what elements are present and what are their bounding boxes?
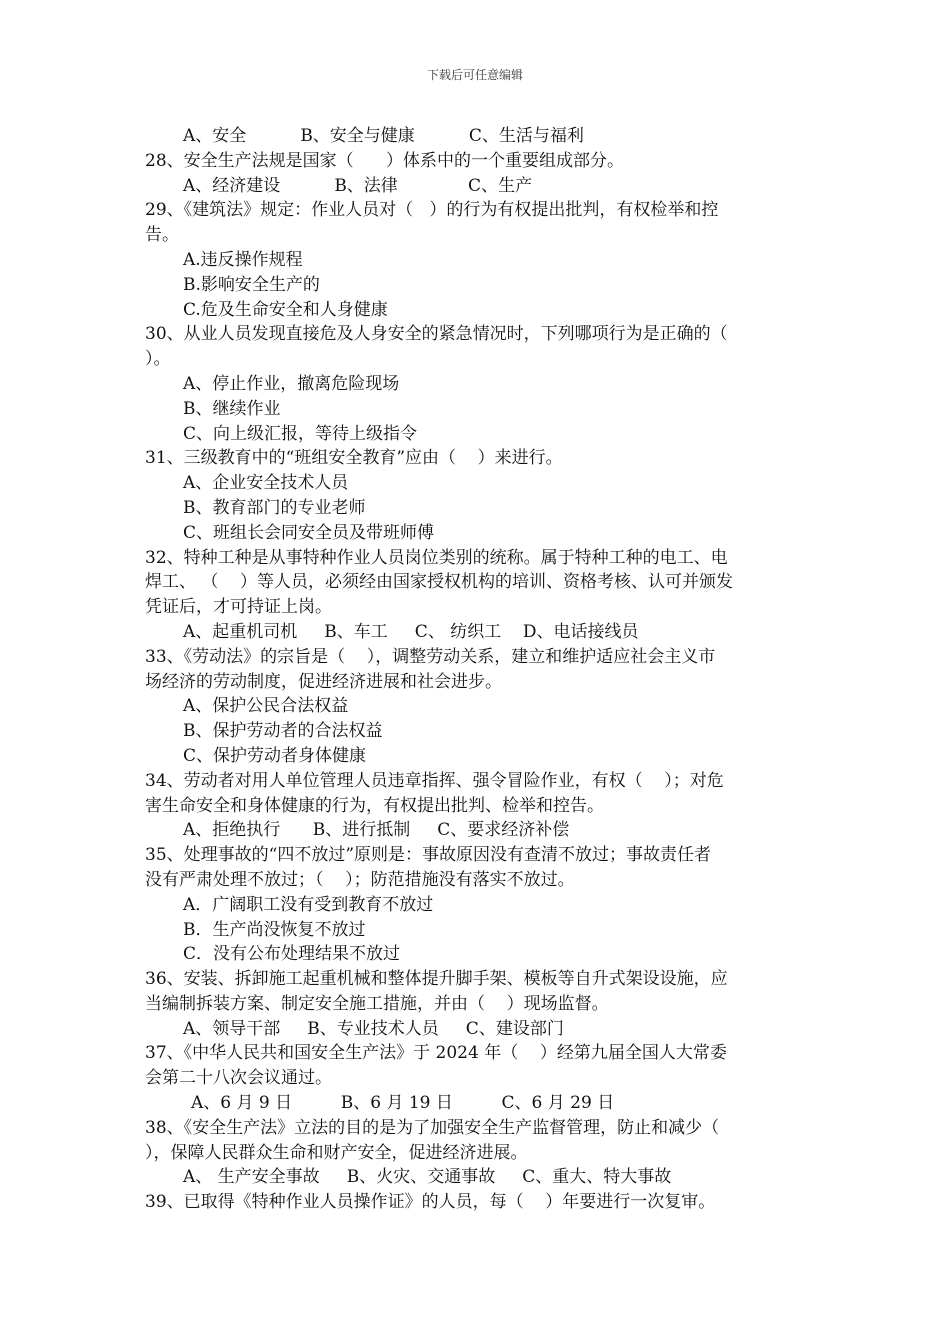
question-34: 34、劳动者对用人单位管理人员违章指挥、强令冒险作业，有权（ ）；对危: [145, 770, 724, 791]
option-line: C、向上级汇报，等待上级指令: [183, 423, 418, 444]
question-line: ）。: [145, 349, 171, 370]
option-line: B．生产尚没恢复不放过: [183, 919, 366, 940]
question-line: ），保障人民群众生命和财产安全，促进经济进展。: [145, 1142, 528, 1163]
question-39: 39、已取得《特种作业人员操作证》的人员，每（ ）年要进行一次复审。: [145, 1192, 716, 1213]
option-line: A、企业安全技术人员: [183, 473, 349, 494]
question-36: 36、安装、拆卸施工起重机械和整体提升脚手架、模板等自升式架设设施，应: [145, 969, 728, 990]
question-29: 29、《建筑法》规定：作业人员对（ ）的行为有权提出批判，有权检举和控: [145, 200, 719, 221]
question-30: 30、从业人员发现直接危及人身安全的紧急情况时，下列哪项行为是正确的（: [145, 324, 728, 345]
option-line: A、经济建设 B、法律 C、生产: [183, 175, 533, 196]
option-line: A、 生产安全事故 B、火灾、交通事故 C、重大、特大事故: [183, 1167, 672, 1188]
option-line: A、拒绝执行 B、进行抵制 C、要求经济补偿: [183, 820, 570, 841]
option-line: A.违反操作规程: [183, 249, 303, 270]
option-line: C．没有公布处理结果不放过: [183, 944, 401, 965]
option-line: C.危及生命安全和人身健康: [183, 299, 388, 320]
page-header: 下载后可任意编辑: [426, 68, 523, 82]
option-line: B.影响安全生产的: [183, 274, 320, 295]
question-line: 焊工、 （ ）等人员，必须经由国家授权机构的培训、资格考核、认可并颁发: [145, 572, 734, 593]
question-line: 害生命安全和身体健康的行为，有权提出批判、检举和控告。: [145, 795, 604, 816]
option-line: B、继续作业: [183, 398, 281, 419]
question-line: 场经济的劳动制度，促进经济进展和社会进步。: [145, 671, 502, 692]
option-line: A、领导干部 B、专业技术人员 C、建设部门: [183, 1018, 564, 1039]
question-32: 32、特种工种是从事特种作业人员岗位类别的统称。属于特种工种的电工、电: [145, 547, 728, 568]
document-body: [145, 124, 813, 1215]
option-line: A、安全 B、安全与健康 C、生活与福利: [183, 126, 584, 146]
option-line: A、起重机司机 B、车工 C、 纺织工 D、电话接线员: [183, 621, 639, 642]
option-line: C、班组长会同安全员及带班师傅: [183, 522, 435, 543]
question-line: 会第二十八次会议通过。: [145, 1068, 332, 1089]
question-33: 33、《劳动法》的宗旨是（ ），调整劳动关系，建立和维护适应社会主义市: [145, 646, 716, 667]
option-line: A．广阔职工没有受到教育不放过: [183, 894, 434, 915]
question-37: 37、《中华人民共和国安全生产法》于 2024 年（ ）经第九届全国人大常委: [145, 1043, 727, 1064]
question-31: 31、三级教育中的“班组安全教育”应由（ ）来进行。: [145, 448, 563, 469]
option-line: B、教育部门的专业老师: [183, 497, 366, 518]
question-28: 28、安全生产法规是国家（ ）体系中的一个重要组成部分。: [145, 150, 625, 171]
question-35: 35、处理事故的“四不放过”原则是：事故原因没有查清不放过；事故责任者: [145, 845, 712, 866]
question-line: 凭证后，才可持证上岗。: [145, 597, 332, 618]
option-line: A、保护公民合法权益: [183, 696, 349, 717]
option-line: A、停止作业，撤离危险现场: [183, 373, 400, 394]
option-line: A、6 月 9 日 B、6 月 19 日 C、6 月 29 日: [191, 1093, 615, 1114]
question-line: 没有严肃处理不放过；（ ）；防范措施没有落实不放过。: [145, 869, 575, 890]
option-line: B、保护劳动者的合法权益: [183, 721, 383, 742]
question-38: 38、《安全生产法》立法的目的是为了加强安全生产监督管理，防止和减少（: [145, 1117, 720, 1138]
question-line: 告。: [145, 225, 179, 246]
question-line: 当编制拆装方案、制定安全施工措施，并由（ ）现场监督。: [145, 993, 609, 1014]
option-line: C、保护劳动者身体健康: [183, 745, 367, 766]
